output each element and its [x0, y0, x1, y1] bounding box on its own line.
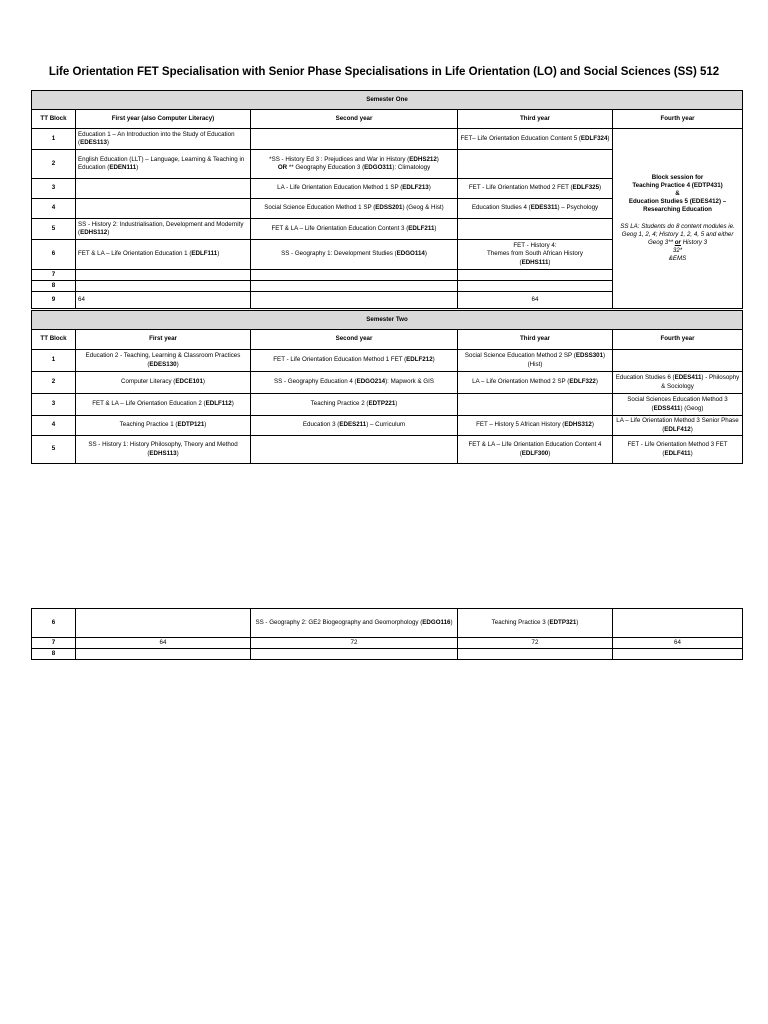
tt-block-cell: 6: [32, 240, 76, 270]
module-cell: FET - Life Orientation Education Method 1 FET (EDLF212): [251, 350, 458, 372]
module-cell: FET & LA – Life Orientation Education Content 3 (EDLF211): [251, 219, 458, 240]
module-cell: Teaching Practice 3 (EDTP321): [458, 609, 613, 638]
tt-block-cell: 6: [32, 609, 76, 638]
module-cell: Computer Literacy (EDCE101): [76, 372, 251, 394]
module-cell: LA – Life Orientation Method 3 Senior Phase (EDLF412): [613, 416, 743, 436]
module-cell: FET & LA – Life Orientation Education 1 (EDLF111): [76, 240, 251, 270]
module-cell: FET & LA – Life Orientation Education 2 (EDLF112): [76, 394, 251, 416]
table-row: [32, 638, 743, 649]
module-cell: FET - Life Orientation Method 2 FET (EDLF325): [458, 179, 613, 199]
header-first-year: First year: [76, 330, 251, 350]
semester-two-label: Semester Two: [32, 311, 743, 330]
module-cell: Education 2 - Teaching, Learning & Classroom Practices (EDES130): [76, 350, 251, 372]
header-third-year: Third year: [458, 110, 613, 129]
module-cell: FET– Life Orientation Education Content 5 (EDLF324): [458, 129, 613, 150]
credit-total: 64: [613, 638, 743, 649]
module-cell: Teaching Practice 2 (EDTP221): [251, 394, 458, 416]
table-row: [32, 350, 743, 372]
module-cell: [458, 150, 613, 179]
module-cell: Education Studies 4 (EDES311) – Psychology: [458, 199, 613, 219]
tt-block-cell: 7: [32, 270, 76, 281]
tt-block-cell: 2: [32, 150, 76, 179]
header-first-year: First year (also Computer Literacy): [76, 110, 251, 129]
tt-block-cell: 1: [32, 350, 76, 372]
module-cell: Social Science Education Method 2 SP (EDSS301) (Hist): [458, 350, 613, 372]
table-row: [32, 609, 743, 638]
header-fourth-year: Fourth year: [613, 110, 743, 129]
module-cell: SS - Geography 2: GE2 Biogeography and Geomorphology (EDGO116): [251, 609, 458, 638]
module-cell: *SS - History Ed 3 : Prejudices and War in History (EDHS212) OR ** Geography Education 3 (EDGO311): Climatology: [251, 150, 458, 179]
fourth-year-block-session: Block session for Teaching Practice 4 (EDTP431) & Education Studies 5 (EDES412) – Researching Education SS LA: Students do 8 content modules ie. Geog 1, 2, 4; History 1, 2, 4, 5 and either Geog 3** or History 3 32* &EMS: [613, 129, 743, 309]
module-cell: Teaching Practice 1 (EDTP121): [76, 416, 251, 436]
module-cell: [76, 609, 251, 638]
module-cell: English Education (LLT) – Language, Learning & Teaching in Education (EDEN111): [76, 150, 251, 179]
module-cell: FET - Life Orientation Method 3 FET (EDLF411): [613, 436, 743, 464]
tt-block-cell: 3: [32, 394, 76, 416]
table-row: [32, 394, 743, 416]
module-cell: SS - Geography Education 4 (EDGO214): Mapwork & GIS: [251, 372, 458, 394]
credit-total: 72: [251, 638, 458, 649]
module-cell: LA - Life Orientation Education Method 1 SP (EDLF213): [251, 179, 458, 199]
tt-block-cell: 2: [32, 372, 76, 394]
module-cell: SS - History 2: Industrialisation, Development and Modernity (EDHS112): [76, 219, 251, 240]
tt-block-cell: 9: [32, 292, 76, 309]
module-cell: Education 3 (EDES211) – Curriculum: [251, 416, 458, 436]
module-cell: [458, 394, 613, 416]
semester-two-table: [31, 310, 743, 464]
table-row: [32, 372, 743, 394]
module-cell: Education 1 – An Introduction into the Study of Education (EDES113): [76, 129, 251, 150]
credit-total: 64: [76, 638, 251, 649]
tt-block-cell: 3: [32, 179, 76, 199]
header-third-year: Third year: [458, 330, 613, 350]
table-row: [32, 129, 743, 150]
credit-total: 72: [458, 638, 613, 649]
tt-block-cell: 5: [32, 436, 76, 464]
page-title: Life Orientation FET Specialisation with Senior Phase Specialisations in Life Orientation (LO) and Social Sciences (SS) 512: [48, 66, 720, 78]
tt-block-cell: 5: [32, 219, 76, 240]
tt-block-cell: 8: [32, 649, 76, 660]
module-cell: Social Sciences Education Method 3 (EDSS411) (Geog): [613, 394, 743, 416]
module-cell: [613, 609, 743, 638]
tt-block-cell: 4: [32, 416, 76, 436]
tt-block-cell: 8: [32, 281, 76, 292]
module-cell: FET – History 5 African History (EDHS312): [458, 416, 613, 436]
module-cell: FET - History 4: Themes from South African History (EDHS111): [458, 240, 613, 270]
credit-total: 64: [76, 292, 251, 309]
tt-block-cell: 7: [32, 638, 76, 649]
tt-block-cell: 1: [32, 129, 76, 150]
module-cell: [613, 350, 743, 372]
module-cell: [76, 179, 251, 199]
table-row: [32, 436, 743, 464]
tt-block-cell: 4: [32, 199, 76, 219]
module-cell: [251, 129, 458, 150]
table-row: [32, 649, 743, 660]
module-cell: SS - History 1: History Philosophy, Theory and Method (EDHS113): [76, 436, 251, 464]
header-tt-block: TT Block: [32, 110, 76, 129]
semester-one-table: [31, 90, 743, 309]
module-cell: [458, 219, 613, 240]
semester-one-label: Semester One: [32, 91, 743, 110]
module-cell: Education Studies 6 (EDES411) - Philosophy & Sociology: [613, 372, 743, 394]
table-row: [32, 416, 743, 436]
header-second-year: Second year: [251, 330, 458, 350]
module-cell: [251, 436, 458, 464]
module-cell: FET & LA – Life Orientation Education Content 4 (EDLF300): [458, 436, 613, 464]
module-cell: Social Science Education Method 1 SP (EDSS201) (Geog & Hist): [251, 199, 458, 219]
module-cell: LA – Life Orientation Method 2 SP (EDLF322): [458, 372, 613, 394]
header-tt-block: TT Block: [32, 330, 76, 350]
credit-total: 64: [458, 292, 613, 309]
header-second-year: Second year: [251, 110, 458, 129]
module-cell: SS - Geography 1: Development Studies (EDGO114): [251, 240, 458, 270]
semester-two-continued-table: [31, 608, 743, 660]
module-cell: [76, 199, 251, 219]
header-fourth-year: Fourth year: [613, 330, 743, 350]
